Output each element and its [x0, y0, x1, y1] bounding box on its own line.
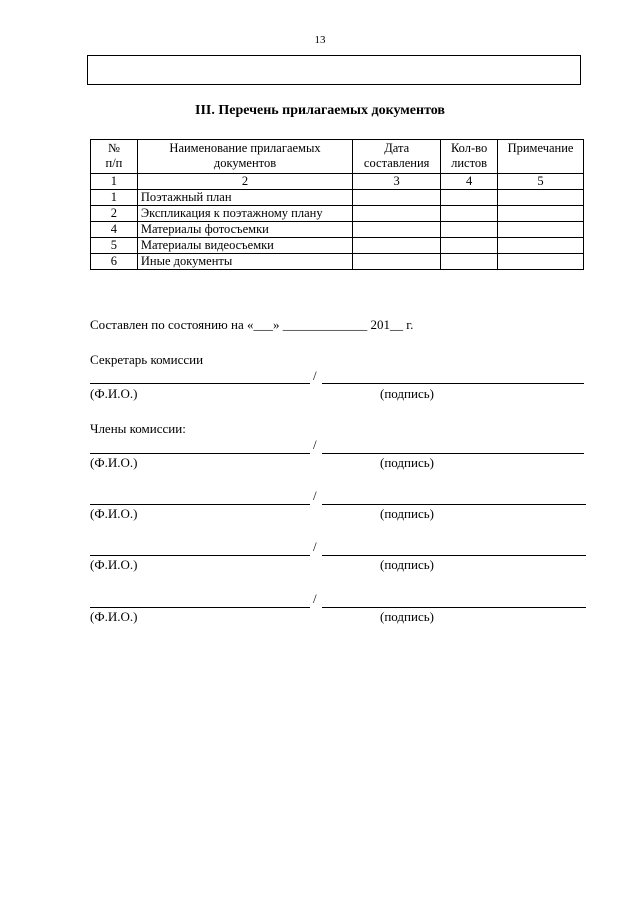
table-numbering-row — [91, 174, 584, 190]
member-fio-line[interactable] — [90, 504, 310, 505]
row-name: Материалы видеосъемки — [137, 238, 352, 254]
secretary-fio-line[interactable] — [90, 383, 310, 384]
secretary-label: Секретарь комиссии — [90, 352, 204, 367]
member-fio-line[interactable] — [90, 607, 310, 608]
header-num: № п/п — [91, 140, 138, 174]
numbering-cell: 5 — [498, 174, 584, 190]
row-date[interactable] — [353, 254, 441, 270]
header-note: Примечание — [498, 140, 584, 174]
row-count[interactable] — [441, 254, 498, 270]
fio-caption: (Ф.И.О.) — [90, 557, 138, 572]
row-count[interactable] — [441, 190, 498, 206]
header-name: Наименование прилагаемых документов — [137, 140, 352, 174]
row-count[interactable] — [441, 238, 498, 254]
row-date[interactable] — [353, 238, 441, 254]
table-row — [91, 190, 584, 206]
numbering-cell: 3 — [353, 174, 441, 190]
fio-caption: (Ф.И.О.) — [90, 609, 138, 624]
table-row — [91, 254, 584, 270]
fio-caption: (Ф.И.О.) — [90, 506, 138, 521]
signature-separator: / — [313, 488, 317, 503]
table-header-row — [91, 140, 584, 174]
signature-caption: (подпись) — [380, 455, 434, 470]
row-count[interactable] — [441, 222, 498, 238]
row-date[interactable] — [353, 190, 441, 206]
row-note[interactable] — [498, 206, 584, 222]
members-label: Члены комиссии: — [90, 421, 186, 436]
member-fio-line[interactable] — [90, 555, 310, 556]
signature-caption: (подпись) — [380, 557, 434, 572]
row-note[interactable] — [498, 222, 584, 238]
row-name: Поэтажный план — [137, 190, 352, 206]
documents-table — [90, 139, 584, 270]
row-date[interactable] — [353, 206, 441, 222]
signature-separator: / — [313, 437, 317, 452]
signature-separator: / — [313, 539, 317, 554]
member-signature-line[interactable] — [322, 607, 586, 608]
header-date: Дата составления — [353, 140, 441, 174]
signature-separator: / — [313, 368, 317, 383]
row-note[interactable] — [498, 190, 584, 206]
numbering-cell: 2 — [137, 174, 352, 190]
row-num: 1 — [91, 190, 138, 206]
page-number: 13 — [314, 34, 326, 46]
member-signature-line[interactable] — [322, 453, 584, 454]
row-num: 5 — [91, 238, 138, 254]
row-name: Иные документы — [137, 254, 352, 270]
member-signature-line[interactable] — [322, 555, 586, 556]
row-name: Материалы фотосъемки — [137, 222, 352, 238]
row-num: 4 — [91, 222, 138, 238]
top-empty-box — [87, 55, 581, 85]
fio-caption: (Ф.И.О.) — [90, 455, 138, 470]
section-title: III. Перечень прилагаемых документов — [195, 103, 445, 118]
row-name: Экспликация к поэтажному плану — [137, 206, 352, 222]
row-num: 6 — [91, 254, 138, 270]
row-date[interactable] — [353, 222, 441, 238]
member-fio-line[interactable] — [90, 453, 310, 454]
secretary-signature-line[interactable] — [322, 383, 584, 384]
signature-separator: / — [313, 591, 317, 606]
table-row — [91, 206, 584, 222]
table-row — [91, 238, 584, 254]
fio-caption: (Ф.И.О.) — [90, 386, 138, 401]
row-note[interactable] — [498, 238, 584, 254]
numbering-cell: 1 — [91, 174, 138, 190]
member-signature-line[interactable] — [322, 504, 586, 505]
signature-caption: (подпись) — [380, 386, 434, 401]
table-row — [91, 222, 584, 238]
row-count[interactable] — [441, 206, 498, 222]
compiled-date-line: Составлен по состоянию на «___» _____________ 201__ г. — [90, 317, 414, 332]
signature-caption: (подпись) — [380, 506, 434, 521]
header-count: Кол-во листов — [441, 140, 498, 174]
row-note[interactable] — [498, 254, 584, 270]
numbering-cell: 4 — [441, 174, 498, 190]
row-num: 2 — [91, 206, 138, 222]
signature-caption: (подпись) — [380, 609, 434, 624]
